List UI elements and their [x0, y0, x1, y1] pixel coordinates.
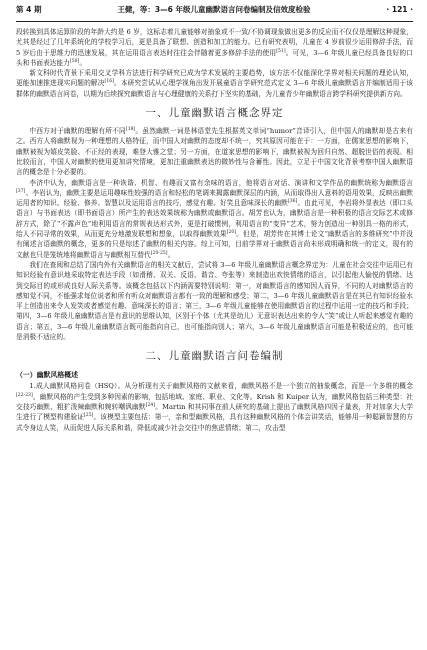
- citation: [20-25]: [150, 250, 168, 256]
- issue-number: 第 4 期: [16, 5, 42, 14]
- article-running-title: 王健，等：3—6 年级儿童幽默语言问卷编制及信效度检验: [117, 5, 311, 14]
- paragraph: 新文科时代背景下采用交叉学科方法进行科学研究已成为学术发展的主要趋势，该方法不仅能深化学界对相关问题的理论认知，更能加速推进现实问题的解决[16]。本研究尝试从心理学视角出发开展童语言学研究范式定义 3—6 年级儿童幽默语言并编制适用于该群体的幽默语言问卷，以期为后续探究幽默语言与心理健康的关系打下坚实的基础，为儿童青少年幽默语言跨学科研究提供新方向。: [16, 69, 413, 98]
- paragraph: 李济中认为，幽默语言是一种诙谐、机智、有趣而又富有余味的语言，他将语言对话、演讲和文学作品的幽默统称为幽默语言[37]。李岩认为，幽默主要是运用趣味性较强的语言和轻松的笔调来揭露幽默深层的内涵，从而取得出人意料的语用效果，反映出幽默运用者的知识、经验、修养、智慧以及运用语言的技巧，感觉有趣、好笑且意味深长的幽默[36]。由此可见，李岩将外显表达（即口头语言）与书面表达（即书面语言）所产生的表达效果统称为幽默或幽默语言。胡芳也认为，幽默语言是一种积极的语言交际艺术或修辞方式，除了“不露声色”地利用语言的常规表达形式外，更是打破惯例，利用语言的“变异”艺术，努力创造出一种别具一格的形式，给人不同寻常的效果，从而更充分地激发联想和想象，以取得幽默效果[20]。但是，胡芳传在其博士论文“幽默语言的多维研究”中并没有阐述言语幽默的概念，更多的只是综述了幽默的相关内容。综上可知，目前学界对于幽默语言尚未形成明确和统一的定义，现有的文献也只是笼统地将幽默语言与幽默相互替代[20-25]。: [16, 178, 414, 259]
- paragraph: 我们在查阅和总结了国内外有关幽默语言的相关文献后，尝试将 3—6 年级儿童幽默语言概念界定为：儿童在社会交往中运用已有知识经验有意识地采取特定表达手段（如滑稽、双关、反语、谐音、夸张等）来制造出欢快情绪的语言，以引起他人愉悦的情绪、达到交际目的或形成良好人际关系等。该概念包括以下内涵需要特别说明：第一，对幽默语言的感知因人而异，不同的人对幽默语言的感知觉不同，不能强求每位说者和所有听众对幽默语言都有一致的理解和感受；第二，3—6 年级儿童幽默语言是在其已有知识经验水平上创造出来令人发笑或者感觉有趣、意味深长的语言；第三，3—6 年级儿童能够在使用幽默语言的过程中运用一定的技巧和手段；第四，3—6 年级儿童幽默语言是有意识的思维认知，区别于个体（尤其是幼儿）无意识表达出来的令人“笑”或让人听起来感觉有趣的语言；第五，3—6 年级儿童幽默语言既可能指向自己，也可能指向别人；第六，3—6 年级儿童幽默语言可能是积极适应的，也可能是消极不适应的。: [16, 260, 413, 342]
- article-body: [16, 27, 413, 433]
- citation: [24]: [145, 402, 156, 408]
- citation: [37]: [16, 188, 26, 194]
- citation: [16]: [104, 79, 114, 85]
- citation: [25]: [84, 412, 94, 418]
- paragraph: 段转换到具体运算阶段的年龄大约是 6 岁，这标志着儿童能够对抽象或不一致/不协调现象做出更多的反应而不仅仅是理解这种现象，尤其是经过了几年系统化的学校学习后，更是具备了联想、创造和加工的能力。已有研究表明，儿童在 4 岁前很少运用修辞手法，而 5 岁后由于思维力的迅速发展，其在运用语言表达时往往会伴随着更多修辞手法的使用[51]。可见，3—6 年级儿童已经具备良好的口头和书面表达能力[50]。: [16, 28, 413, 67]
- citation: [20]: [226, 229, 237, 235]
- running-header: [16, 4, 413, 22]
- citation: [50]: [69, 58, 80, 64]
- paragraph: 中西方对于幽默的理解有所不同[18]。虽然幽默一词是林语堂先生根据英文单词“humor”音译引入，但中国人的幽默却是古来有之。西方人将幽默视为一种理想的人格特征，而中国人对幽默的态度却不统一，究其原因可能在于：一方面，在儒家思想的影响下，幽默被视为嬉皮笑脸、不正经的表现，难登大雅之堂；另一方面，在道家思想的影响下，幽默被视为回归自然、超脱世俗的表现。相比较而言，中国人对幽默的使用更加讲究情境，更加注重幽默表达的微妙性与含蓄性。因此，立足于中国文化背景考察中国人幽默语言的概念是十分必要的。: [16, 126, 413, 177]
- citation: [36]: [287, 198, 298, 204]
- page-number: · 121 ·: [386, 5, 413, 14]
- citation: [51]: [276, 48, 286, 54]
- citation: [22-23]: [16, 392, 33, 398]
- section-heading: 二、儿童幽默语言问卷编制: [145, 350, 284, 363]
- journal-page: [0, 4, 427, 650]
- section-heading: 一、儿童幽默语言概念界定: [145, 107, 284, 120]
- citation: [18]: [125, 126, 136, 132]
- subsection-heading: （一）幽默风格概述: [16, 371, 79, 380]
- paragraph: 1.成人幽默风格问卷（HSQ）。从分析现有关于幽默风格的文献来看，幽默风格不是一个独立的抽象概念，而是一个多维的概念[22-23]。幽默风格的产生受到多种因素的影响，包括地域、家庭、职业、文化等。Krish 和 Kuiper 认为，幽默风格包括三种类型：社交技巧幽默、粗犷泼辣幽默和婉转嘲讽幽默[24]。Martin 和其同事在前人研究的基础上提出了幽默风格四因子量表，并对加拿大大学生进行了模型构建验证[25]。该模型主要包括：第一，亲和型幽默风格，具有这种幽默风格的个体会讲笑话，能够用一种聪颖智慧的方式令身边人笑，从而促进人际关系和谐，降低或减少社会交往中的焦虑情绪；第二，攻击型: [16, 382, 413, 432]
